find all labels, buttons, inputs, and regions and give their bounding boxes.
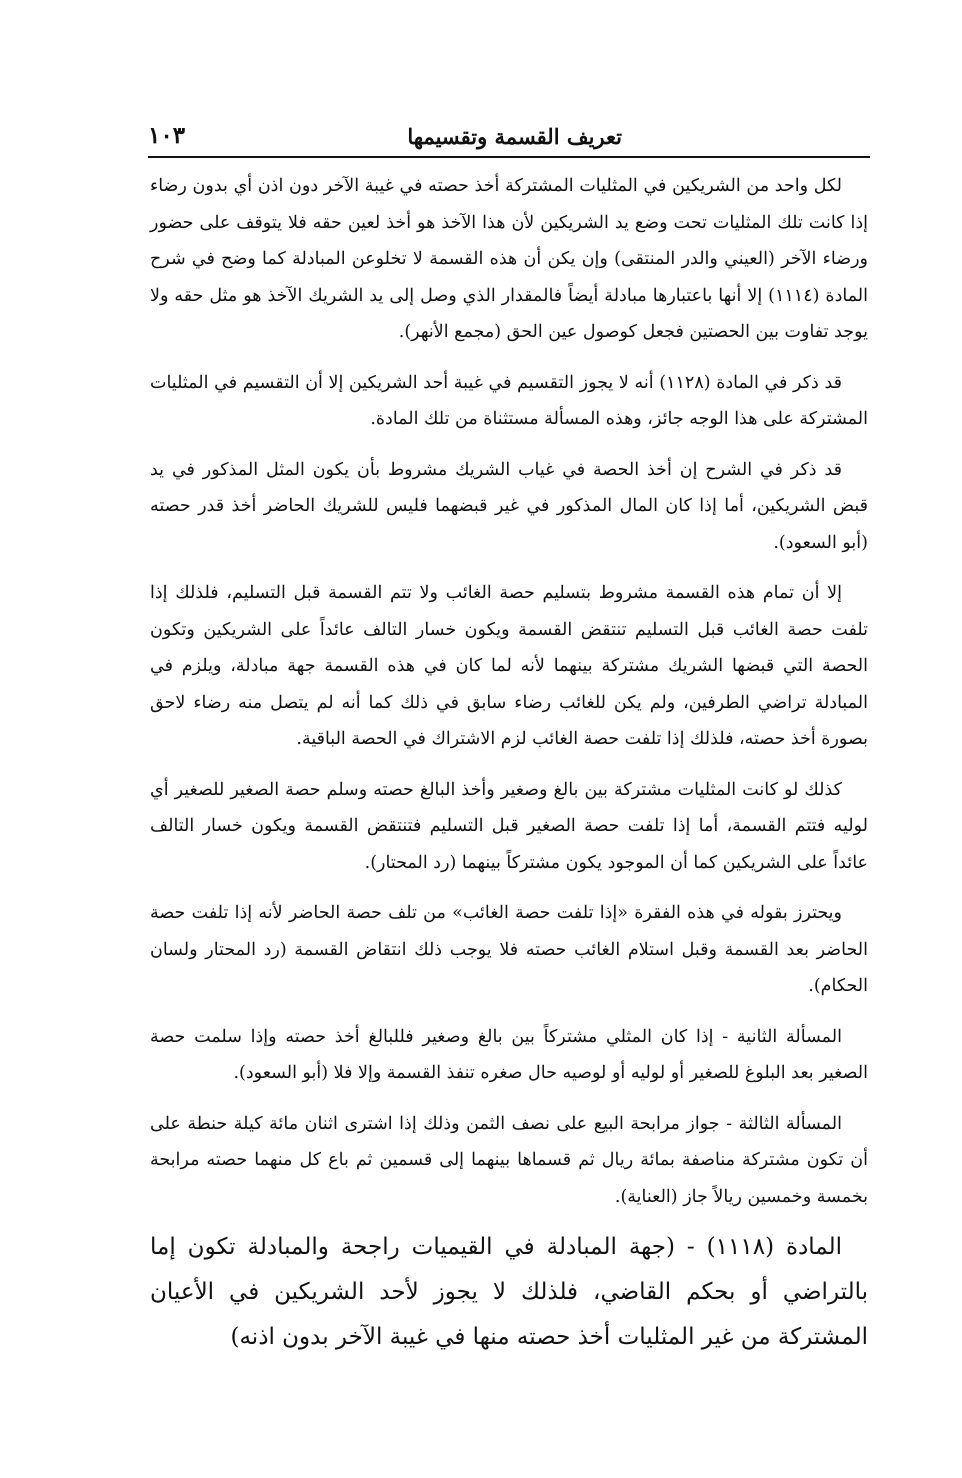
running-title: تعريف القسمة وتقسيمها	[407, 124, 622, 149]
running-header	[148, 122, 870, 158]
paragraph-1: لكل واحد من الشريكين في المثليات المشتركة أخذ حصته في غيبة الآخر دون اذن أي بدون رضاء إذا كانت تلك المثليات تحت وضع يد الشريكين لأن هذا الآخذ هو أخذ لعين حقه فلا يتوقف على حضور ورضاء الآخر (العيني والدر المنتقى) وإن يكن أن هذه القسمة لا تخلوعن المبادلة كما وضح في شرح المادة (١١١٤) إلا أنها باعتبارها مبادلة أيضاً فالمقدار الذي وصل إلى يد الشريك الآخذ هو مثل حقه ولا يوجد تفاوت بين الحصتين فجعل كوصول عين الحق (مجمع الأنهر).	[150, 176, 869, 342]
paragraph-2: قد ذكر في المادة (١١٢٨) أنه لا يجوز التقسيم في غيبة أحد الشريكين إلا أن التقسيم في المثليات المشتركة على هذا الوجه جائز، وهذه المسألة مستثناة من تلك المادة.	[150, 372, 868, 429]
article-text: المادة (١١١٨) - (جهة المبادلة في القيميات راجحة والمبادلة تكون إما بالتراضي أو بحكم القاضي، فلذلك لا يجوز لأحد الشريكين في الأعيان المشتركة من غير المثليات أخذ حصته منها في غيبة الآخر بدون اذنه)	[150, 1234, 868, 1350]
paragraph-5: كذلك لو كانت المثليات مشتركة بين بالغ وصغير وأخذ البالغ حصته وسلم حصة الصغير للصغير أي لوليه فتتم القسمة، أما إذا تلفت حصة الصغير قبل التسليم فتنتقض القسمة ويكون خسار التالف عائداً على الشريكين كما أن الموجود يكون مشتركاً بينهما (رد المحتار).	[150, 779, 868, 873]
commentary-body	[150, 168, 868, 1229]
paragraph-7: المسألة الثانية - إذا كان المثلي مشتركاً بين بالغ وصغير فللبالغ أخذ حصته وإذا سلمت حصة الصغير بعد البلوغ للصغير أو لوليه أو لوصيه حال صغره تنفذ القسمة وإلا فلا (أبو السعود).	[150, 1026, 868, 1083]
paragraph-3: قد ذكر في الشرح إن أخذ الحصة في غياب الشريك مشروط بأن يكون المثل المذكور في يد قبض الشريكين، أما إذا كان المال المذكور في غير قبضهما فليس للشريك الحاضر أخذ قدر حصته (أبو السعود).	[150, 459, 868, 553]
page-number: ١٠٣	[148, 122, 186, 149]
header-divider	[148, 156, 870, 158]
paragraph-6: ويحترز بقوله في هذه الفقرة «إذا تلفت حصة الغائب» من تلف حصة الحاضر لأنه إذا تلفت حصة الحاضر بعد القسمة وقبل استلام الغائب حصته فلا يوجب ذلك انتقاض القسمة (رد المحتار ولسان الحكام).	[150, 903, 868, 996]
paragraph-4: إلا أن تمام هذه القسمة مشروط بتسليم حصة الغائب ولا تتم القسمة قبل التسليم، فلذلك إذا تلفت حصة الغائب قبل التسليم تنتقض القسمة ويكون خسار التالف عائداً على الشريكين وتكون الحصة التي قبضها الشريك مشتركة بينهما لأنه لما كان في هذه القسمة جهة مبادلة، ويلزم في المبادلة تراضي الطرفين، ولم يكن للغائب رضاء سابق في ذلك كما أنه لم يتصل منه رضاء لاحق بصورة أخذ حصته، فلذلك إذا تلفت حصة الغائب لزم الاشتراك في الحصة الباقية.	[150, 583, 868, 749]
paragraph-8: المسألة الثالثة - جواز مرابحة البيع على نصف الثمن وذلك إذا اشترى اثنان مائة كيلة حنطة على أن تكون مشتركة مناصفة بمائة ريال ثم قسماها بينهما إلى قسمين ثم باع كل منهما حصته مرابحة بخمسة وخمسين ريالاً جاز (العناية).	[150, 1113, 868, 1207]
